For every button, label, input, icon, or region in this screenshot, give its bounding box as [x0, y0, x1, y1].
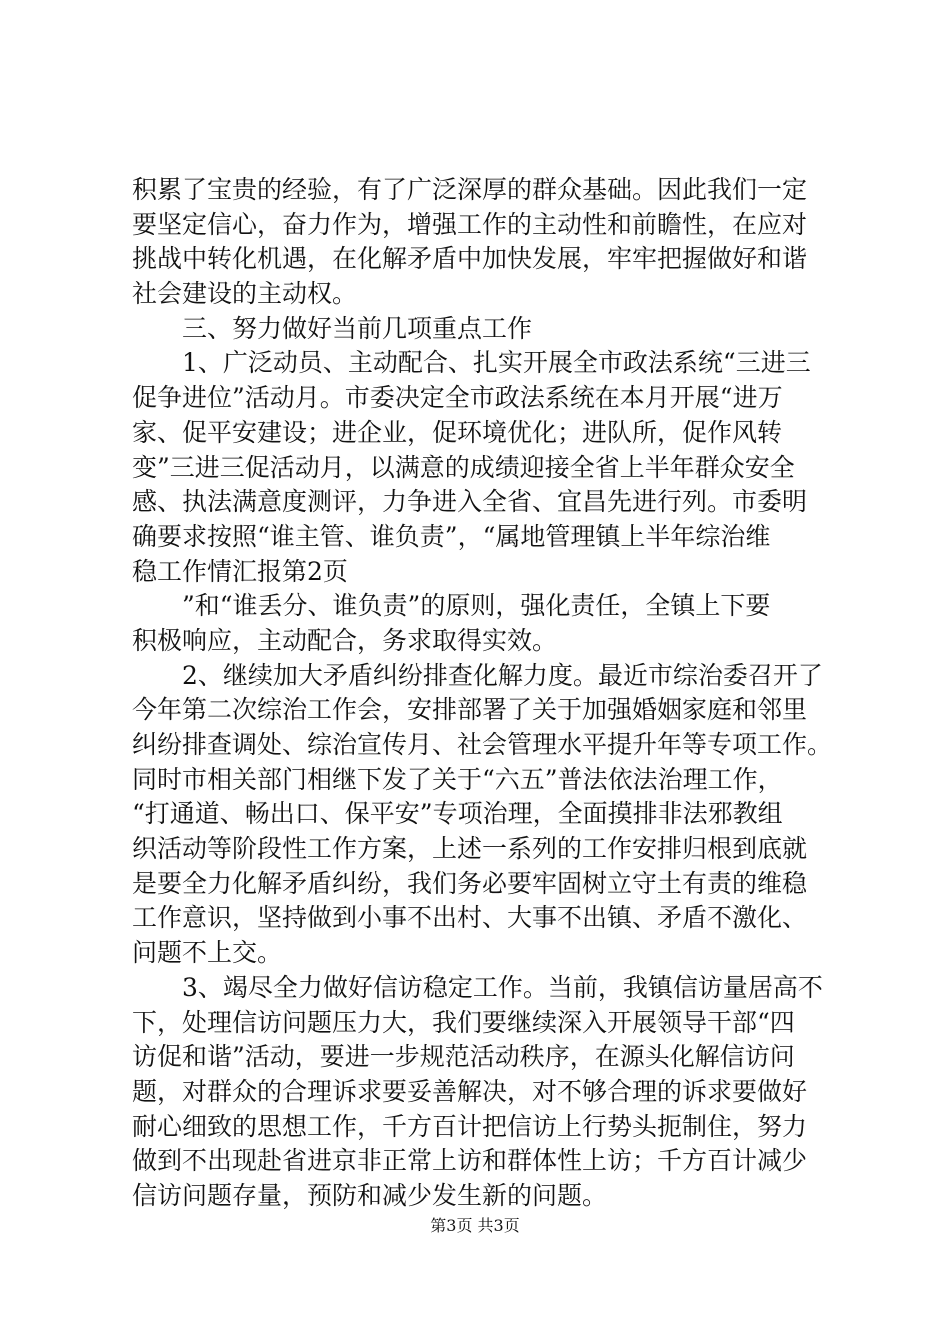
text-line: 题，对群众的合理诉求要妥善解决，对不够合理的诉求要做好: [132, 1076, 808, 1106]
text-line: 耐心细致的思想工作，千方百计把信访上行势头扼制住，努力: [132, 1111, 808, 1141]
text-line: 积累了宝贵的经验，有了广泛深厚的群众基础。因此我们一定: [132, 175, 808, 204]
text-line: 挑战中转化机遇，在化解矛盾中加快发展，牢牢把握做好和谐: [132, 244, 808, 274]
text-line: 访促和谐”活动，要进一步规范活动秩序，在源头化解信访问: [132, 1042, 795, 1072]
text-line: 是要全力化解矛盾纠纷，我们务必要牢固树立守土有责的维稳: [132, 868, 808, 898]
text-line: 纠纷排查调处、综治宣传月、社会管理水平提升年等专项工作。: [132, 730, 833, 759]
document-body: [132, 173, 852, 1214]
text-line: 社会建设的主动权。: [132, 279, 358, 309]
text-line: 变”三进三促活动月，以满意的成绩迎接全省上半年群众安全: [132, 452, 795, 482]
text-line: 要坚定信心，奋力作为，增强工作的主动性和前瞻性，在应对: [132, 209, 808, 239]
text-line: 工作意识，坚持做到小事不出村、大事不出镇、矛盾不激化、: [132, 903, 808, 933]
text-line: ”和“谁丢分、谁负责”的原则，强化责任，全镇上下要: [132, 591, 771, 621]
text-line: “打通道、畅出口、保平安”专项治理，全面摸排非法邪教组: [132, 799, 783, 829]
text-line: 今年第二次综治工作会，安排部署了关于加强婚姻家庭和邻里: [132, 695, 808, 725]
text-line: 问题不上交。: [132, 938, 283, 968]
text-line: 促争进位”活动月。市委决定全市政法系统在本月开展“进万: [132, 383, 783, 413]
text-line: 积极响应，主动配合，务求取得实效。: [132, 625, 558, 655]
text-line: 3、竭尽全力做好信访稳定工作。当前，我镇信访量居高不: [132, 972, 823, 1002]
text-line: 同时市相关部门相继下发了关于“六五”普法依法治理工作，: [132, 764, 783, 794]
text-line: 做到不出现赴省进京非正常上访和群体性上访；千方百计减少: [132, 1146, 808, 1176]
text-line: 感、执法满意度测评，力争进入全省、宜昌先进行列。市委明: [132, 487, 808, 517]
section-heading: 三、努力做好当前几项重点工作: [132, 313, 533, 343]
text-line: 织活动等阶段性工作方案，上述一系列的工作安排归根到底就: [132, 834, 808, 864]
page-number-footer: 第3页 共3页: [430, 1216, 520, 1235]
text-line: 信访问题存量，预防和减少发生新的问题。: [132, 1180, 608, 1210]
text-line: 下，处理信访问题压力大，我们要继续深入开展领导干部“四: [132, 1007, 795, 1037]
text-line: 家、促平安建设；进企业，促环境优化；进队所，促作风转: [132, 417, 783, 447]
text-line: 稳工作情汇报第2页: [132, 556, 348, 586]
text-line: 2、继续加大矛盾纠纷排查化解力度。最近市综治委召开了: [132, 660, 823, 690]
text-line: 确要求按照“谁主管、谁负责”，“属地管理镇上半年综治维: [132, 521, 771, 551]
text-line: 1、广泛动员、主动配合、扎实开展全市政法系统“三进三: [132, 348, 811, 378]
